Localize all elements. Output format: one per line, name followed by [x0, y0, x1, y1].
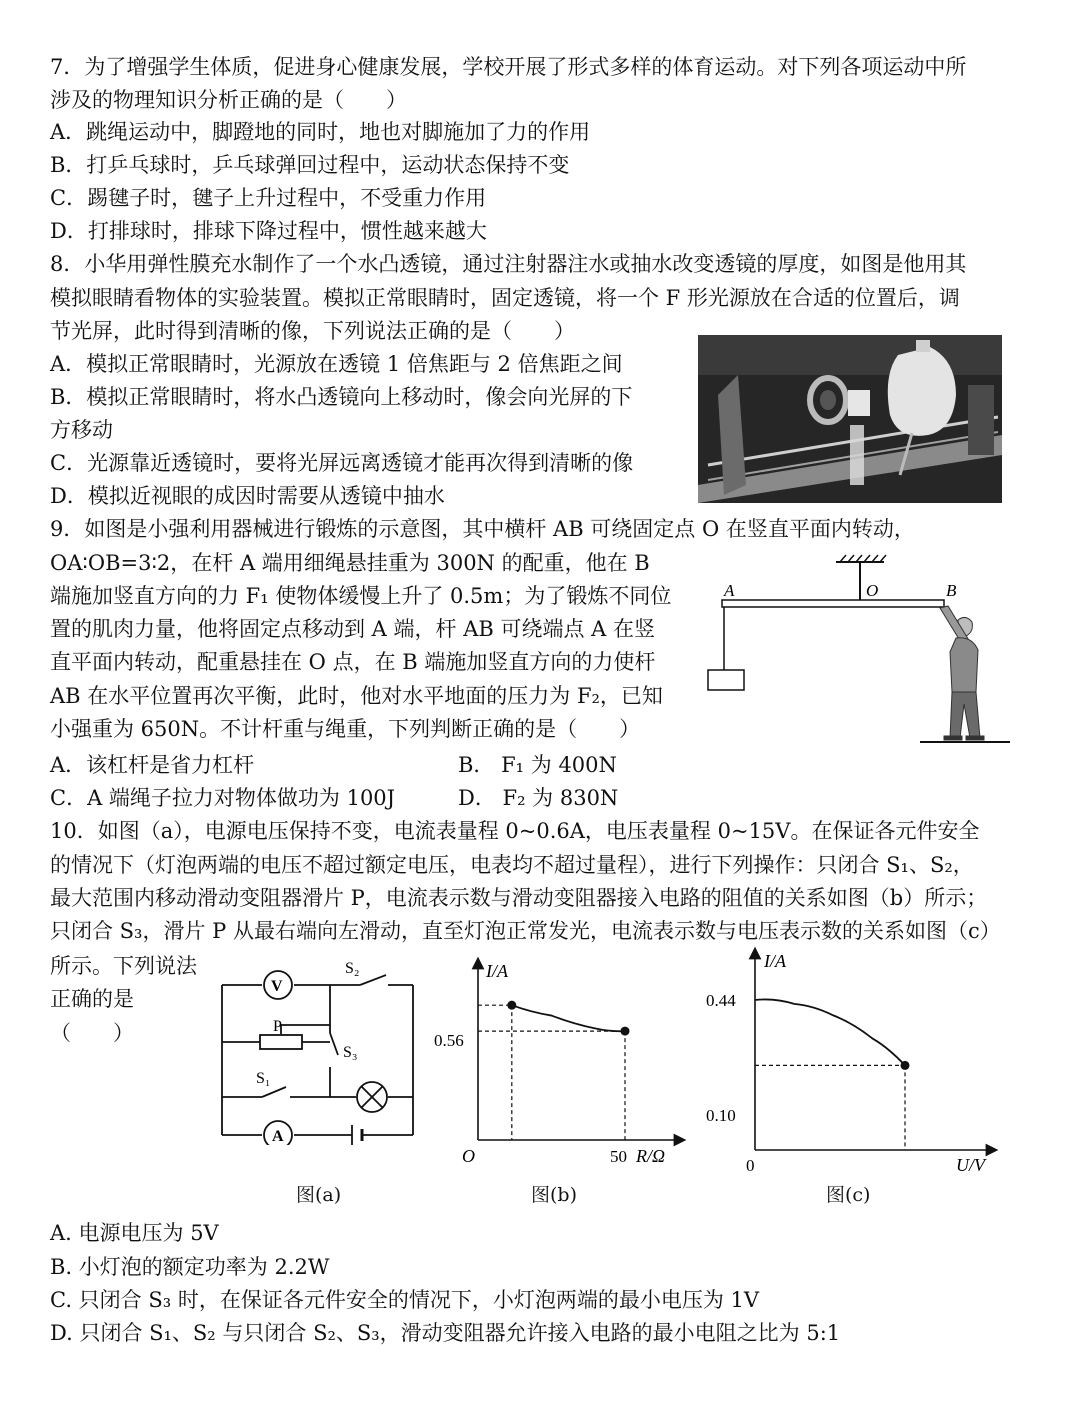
- switch-s2-label: S₂: [345, 960, 360, 977]
- q8-option-b-line1: B．模拟正常眼睛时，将水凸透镜向上移动时，像会向光屏的下: [50, 385, 633, 409]
- slider-p-label: P: [273, 1018, 282, 1035]
- q7-option-d: D．打排球时，排球下降过程中，惯性越来越大: [50, 219, 487, 243]
- q7-stem-line2: 涉及的物理知识分析正确的是（ ）: [50, 88, 407, 112]
- fig-b-caption: 图(b): [531, 1184, 577, 1206]
- q9-option-c: C．A 端绳子拉力对物体做功为 100J: [50, 786, 396, 810]
- q10-stem-line5: 所示。下列说法: [50, 954, 197, 978]
- q8-option-a: A．模拟正常眼睛时，光源放在透镜 1 倍焦距与 2 倍焦距之间: [50, 352, 623, 376]
- person-figure: [940, 606, 984, 740]
- q10-option-b: B. 小灯泡的额定功率为 2.2W: [50, 1255, 330, 1279]
- chart-c-point-end: [901, 1061, 910, 1070]
- q7-option-a: A．跳绳运动中，脚蹬地的同时，地也对脚施加了力的作用: [50, 120, 591, 144]
- chart-b-point-start: [507, 1001, 516, 1010]
- q9-option-a: A．该杠杆是省力杠杆: [50, 753, 255, 777]
- q9-stem-line4: 置的肌肉力量，他将固定点移动到 A 端，杆 AB 可绕端点 A 在竖: [50, 617, 655, 641]
- q7-stem-line1: 7．为了增强学生体质，促进身心健康发展，学校开展了形式多样的体育运动。对下列各项运动中所: [50, 55, 967, 79]
- q9-stem-line1: 9．如图是小强利用器械进行锻炼的示意图，其中横杆 AB 可绕固定点 O 在竖直平面内转动，: [50, 517, 915, 541]
- q9-option-d: D． F₂ 为 830N: [458, 786, 619, 810]
- ammeter-label: A: [272, 1128, 284, 1145]
- q9-stem-line6: AB 在水平位置再次平衡，此时，他对水平地面的压力为 F₂，已知: [50, 684, 663, 708]
- counterweight: [708, 670, 744, 690]
- q9-option-b: B． F₁ 为 400N: [458, 753, 617, 777]
- q8-option-b-line2: 方移动: [50, 418, 113, 442]
- voltmeter-label: V: [271, 978, 283, 995]
- chart-c-ylabel: I/A: [764, 951, 786, 971]
- chart-b-y-tick: 0.56: [434, 1031, 464, 1050]
- q8-stem-line1: 8．小华用弹性膜充水制作了一个水凸透镜，通过注射器注水或抽水改变透镜的厚度，如图是他用其: [50, 252, 967, 276]
- q9-stem-line7: 小强重为 650N。不计杆重与绳重，下列判断正确的是（ ）: [50, 717, 641, 741]
- q10-stem-line3: 最大范围内移动滑动变阻器滑片 P，电流表示数与滑动变阻器接入电路的阻值的关系如图（b）所示；: [50, 886, 988, 910]
- q7-option-b: B．打乒乓球时，乒乓球弹回过程中，运动状态保持不变: [50, 153, 570, 177]
- q10-option-c: C. 只闭合 S₃ 时，在保证各元件安全的情况下，小灯泡两端的最小电压为 1V: [50, 1288, 760, 1312]
- chart-b-origin: O: [462, 1146, 475, 1166]
- chart-b-ylabel: I/A: [486, 961, 508, 981]
- chart-c-y-tick-top: 0.44: [706, 991, 736, 1010]
- q10-stem-line1: 10．如图（a），电源电压保持不变，电流表量程 0~0.6A，电压表量程 0~15V。在保证各元件安全: [50, 819, 980, 843]
- q8-option-d: D．模拟近视眼的成因时需要从透镜中抽水: [50, 484, 445, 508]
- label-o: O: [866, 581, 879, 600]
- chart-b-curve: [512, 1005, 625, 1031]
- fig-c-caption: 图(c): [826, 1184, 871, 1206]
- q10-stem-line6: 正确的是: [50, 987, 134, 1011]
- chart-c-curve: [755, 999, 905, 1065]
- q7-option-c: C．踢毽子时，毽子上升过程中，不受重力作用: [50, 186, 487, 210]
- q10-stem-line4: 只闭合 S₃，滑片 P 从最右端向左滑动，直至灯泡正常发光，电流表示数与电压表示数的关系如图（c）: [50, 919, 1001, 943]
- lens-apparatus-photo: [698, 335, 1002, 503]
- circuit-diagram: [210, 955, 425, 1145]
- chart-c-origin: 0: [746, 1156, 755, 1175]
- q8-stem-line2: 模拟眼睛看物体的实验装置。模拟正常眼睛时，固定透镜，将一个 F 形光源放在合适的位置后，调: [50, 286, 960, 310]
- chart-b-point-end: [621, 1027, 630, 1036]
- switch-s3-label: S₃: [343, 1044, 358, 1061]
- q9-stem-line5: 直平面内转动，配重悬挂在 O 点，在 B 端施加竖直方向的力使杆: [50, 650, 656, 674]
- q9-stem-line3: 端施加竖直方向的力 F₁ 使物体缓慢上升了 0.5m；为了锻炼不同位: [50, 584, 672, 608]
- lens-apparatus-drawing: [698, 335, 1002, 503]
- chart-b-x-tick: 50: [610, 1147, 627, 1166]
- lever-diagram: [700, 552, 1030, 752]
- q10-stem-line2: 的情况下（灯泡两端的电压不超过额定电压，电表均不超过量程），进行下列操作：只闭合 S₁、S₂，: [50, 853, 974, 877]
- fig-a-caption: 图(a): [296, 1184, 342, 1206]
- q10-stem-line7: （ ）: [50, 1021, 134, 1045]
- chart-b: [430, 955, 690, 1170]
- chart-c-xlabel: U/V: [956, 1155, 985, 1175]
- switch-s1-label: S₁: [256, 1070, 271, 1087]
- q10-option-d: D. 只闭合 S₁、S₂ 与只闭合 S₂、S₃，滑动变阻器允许接入电路的最小电阻之比为 5:1: [50, 1321, 841, 1345]
- q8-stem-line3: 节光屏，此时得到清晰的像，下列说法正确的是（ ）: [50, 319, 575, 343]
- label-b: B: [946, 581, 957, 600]
- chart-c: [700, 945, 1000, 1175]
- q8-option-c: C．光源靠近透镜时，要将光屏远离透镜才能再次得到清晰的像: [50, 451, 634, 475]
- label-a: A: [724, 581, 735, 600]
- q9-stem-line2: OA∶OB=3∶2，在杆 A 端用细绳悬挂重为 300N 的配重，他在 B: [50, 551, 650, 575]
- chart-b-xlabel: R/Ω: [636, 1146, 666, 1166]
- chart-c-y-tick-bottom: 0.10: [706, 1106, 736, 1125]
- q10-option-a: A. 电源电压为 5V: [50, 1221, 219, 1245]
